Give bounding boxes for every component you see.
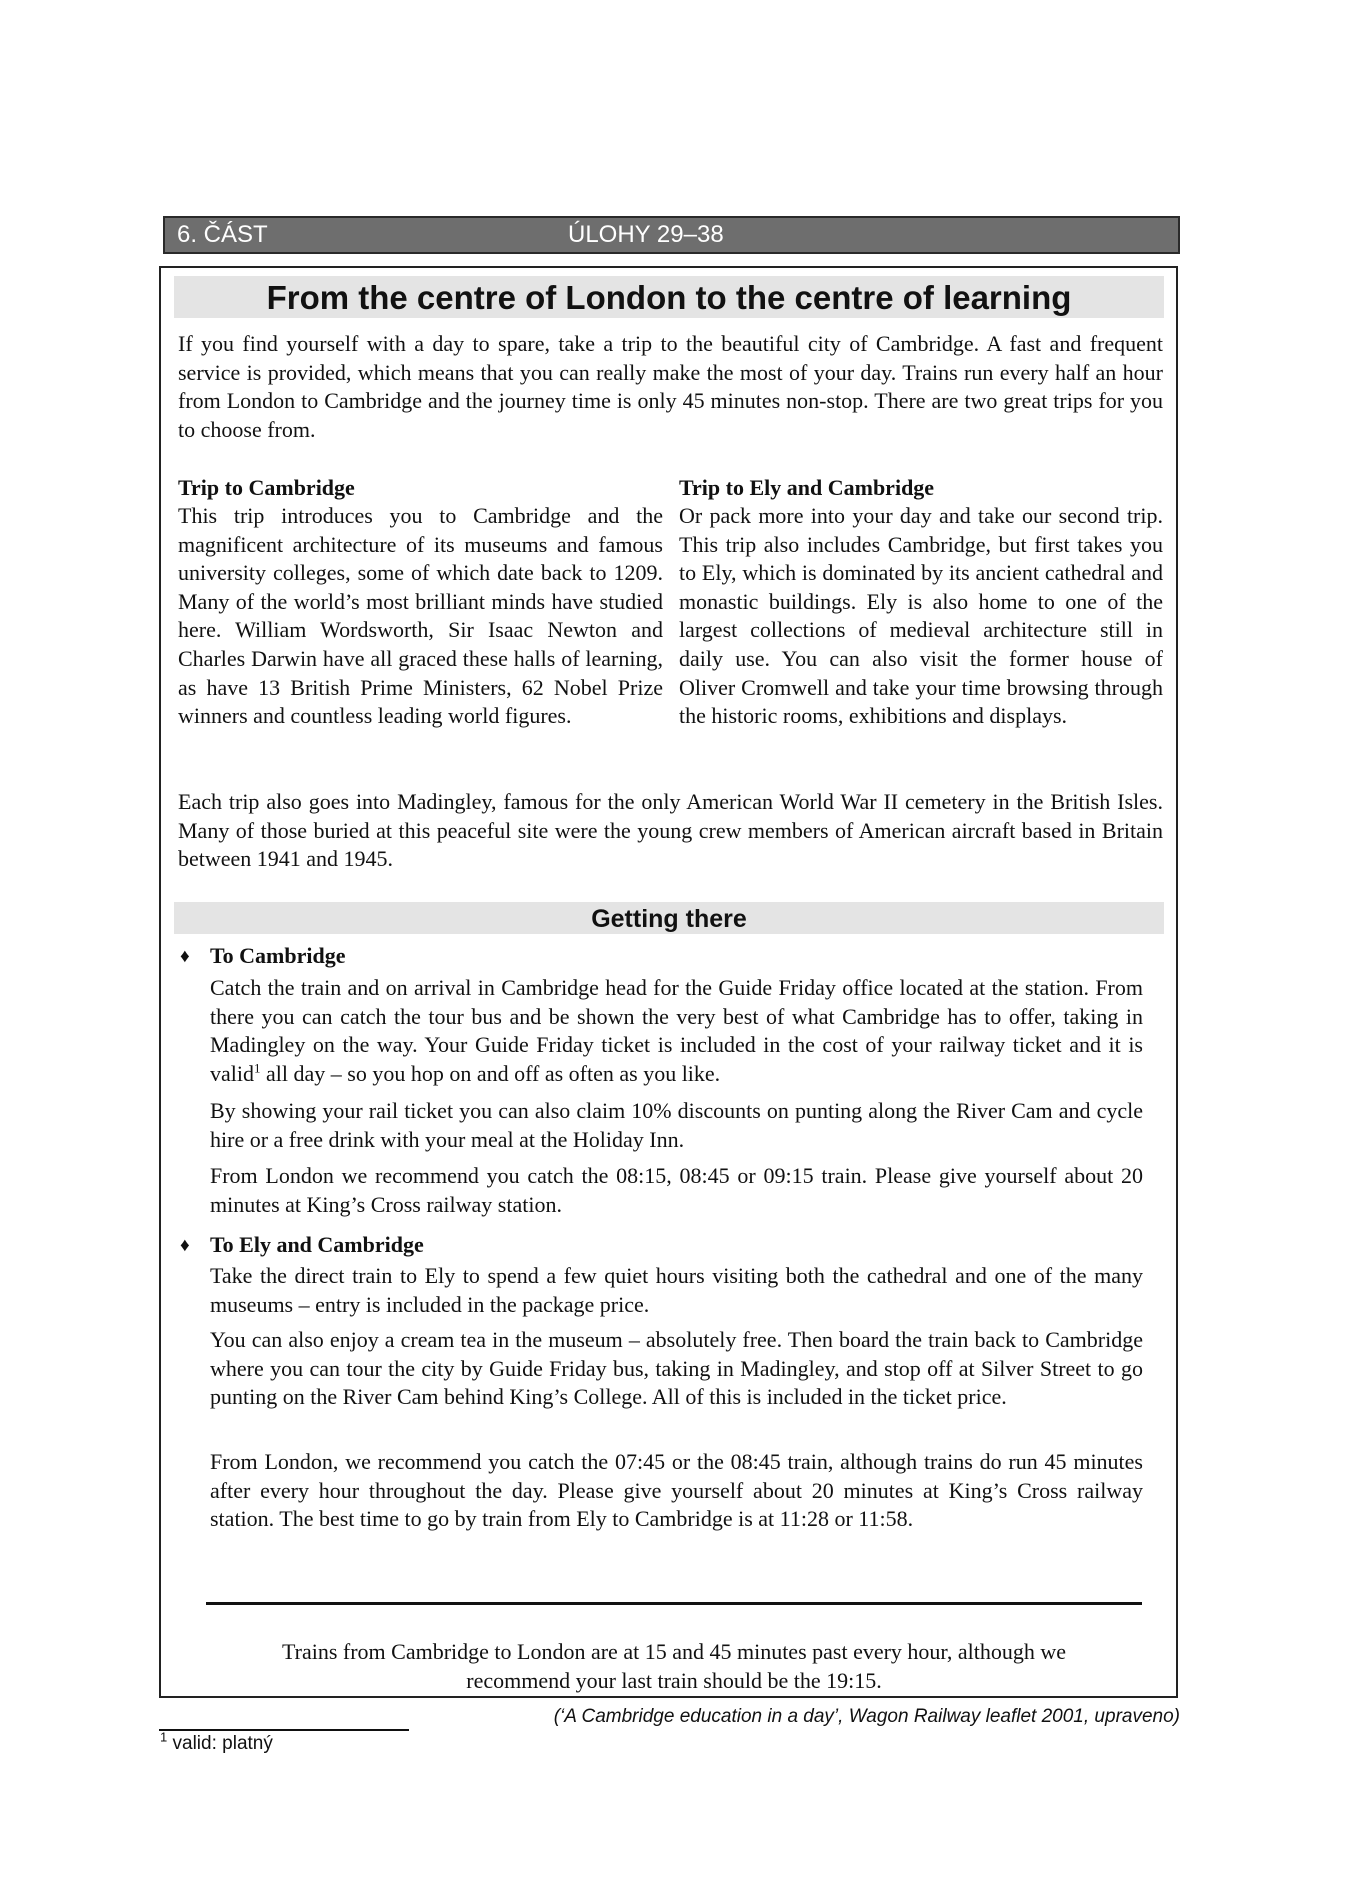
bullet-icon: ♦ xyxy=(180,946,190,967)
divider-rule xyxy=(206,1602,1142,1605)
to-ely-paragraph-2: You can also enjoy a cream tea in the museum – absolutely free. Then board the train back to Cambridge where you can tour the city by Guide Friday bus, taking in Madingley, and stop off at Silver Street to go punting on the River Cam behind King’s College. All of this is included in the ticket price. xyxy=(210,1327,1143,1410)
footnote-rule xyxy=(159,1729,409,1731)
to-cambridge-heading: To Cambridge xyxy=(210,943,346,968)
trip-cambridge-heading: Trip to Cambridge xyxy=(178,475,355,500)
tasks-label: ÚLOHY 29–38 xyxy=(568,221,724,248)
trip-cambridge-text: This trip introduces you to Cambridge and the magnificent architecture of its museums and famous university colleges, some of which date back to 1209. Many of the world’s most brilliant minds have studied here. William Wordsworth, Sir Isaac Newton and Charles Darwin have all graced these halls of learning, as have 13 British Prime Ministers, 62 Nobel Prize winners and countless leading world figures. xyxy=(178,503,663,729)
section-header-bar xyxy=(163,216,1180,254)
getting-there-heading: Getting there xyxy=(174,902,1164,934)
article-box xyxy=(159,266,1178,1698)
footnote-text: valid: platný xyxy=(172,1733,273,1754)
trip-ely-heading: Trip to Ely and Cambridge xyxy=(679,475,935,500)
to-cambridge-paragraph-2: By showing your rail ticket you can also claim 10% discounts on punting along the River Cam and cycle hire or a free drink with your meal at the Holiday Inn. xyxy=(210,1098,1143,1152)
to-ely-heading: To Ely and Cambridge xyxy=(210,1232,424,1257)
footnote-mark: 1 xyxy=(160,1729,168,1745)
return-note-line-2: recommend your last train should be the 19:15. xyxy=(466,1668,882,1693)
trip-ely-text: Or pack more into your day and take our second trip. This trip also includes Cambridge, but first takes you to Ely, which is dominated by its ancient cathedral and monastic buildings. Ely is also home to one of the largest collections of medieval architecture still in daily use. You can also visit the former house of Oliver Cromwell and take your time browsing through the historic rooms, exhibitions and displays. xyxy=(679,503,1163,729)
return-note-line-1: Trains from Cambridge to London are at 15 and 45 minutes past every hour, although we xyxy=(281,1639,1067,1664)
bullet-icon: ♦ xyxy=(180,1235,190,1256)
to-cambridge-paragraph-1: Catch the train and on arrival in Cambridge head for the Guide Friday office located at the station. From there you can catch the tour bus and be shown the very best of what Cambridge has to offer, taking in Madingley on the way. Your Guide Friday ticket is included in the cost of your railway ticket and it is valid$^1$ all day – so you hop on and off as often as you like. xyxy=(210,975,1143,1086)
to-cambridge-paragraph-3: From London we recommend you catch the 08:15, 08:45 or 09:15 train. Please give yourself about 20 minutes at King’s Cross railway station. xyxy=(210,1163,1143,1217)
footnote xyxy=(160,1729,273,1756)
article-title: From the centre of London to the centre of learning xyxy=(174,276,1164,318)
footnote-ref: 1 xyxy=(254,1060,261,1076)
madingley-paragraph: Each trip also goes into Madingley, famous for the only American World War II cemetery in the British Isles. Many of those buried at this peaceful site were the young crew members of American aircraft based in Britain between 1941 and 1945. xyxy=(178,789,1163,872)
to-ely-paragraph-3: From London, we recommend you catch the 07:45 or the 08:45 train, although trains do run 45 minutes after every hour throughout the day. Please give yourself about 20 minutes at King’s Cross railway station. The best time to go by train from Ely to Cambridge is at 11:28 or 11:58. xyxy=(210,1449,1143,1532)
to-ely-paragraph-1: Take the direct train to Ely to spend a few quiet hours visiting both the cathedral and one of the many museums – entry is included in the package price. xyxy=(210,1263,1143,1317)
source-citation: (‘A Cambridge education in a day’, Wagon Railway leaflet 2001, upraveno) xyxy=(553,1706,1180,1727)
intro-paragraph: If you find yourself with a day to spare, take a trip to the beautiful city of Cambridge. A fast and frequent service is provided, which means that you can really make the most of your day. Trains run every half an hour from London to Cambridge and the journey time is only 45 minutes non-stop. There are two great trips for you to choose from. xyxy=(178,331,1163,442)
return-trains-note xyxy=(206,1637,1142,1695)
part-label: 6. ČÁST xyxy=(177,221,268,248)
